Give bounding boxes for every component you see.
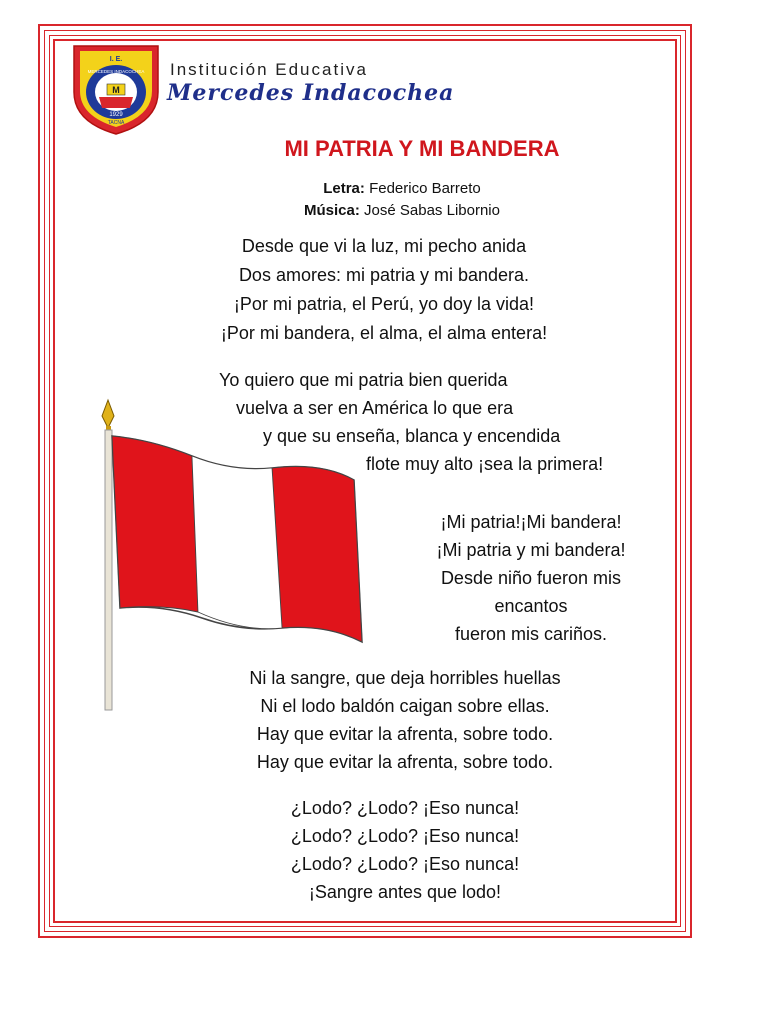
stanza4-line: ¿Lodo? ¿Lodo? ¡Eso nunca! xyxy=(290,826,520,846)
chorus-line: Desde niño fueron mis xyxy=(440,568,622,588)
chorus-line: fueron mis cariños. xyxy=(454,624,608,644)
credits xyxy=(0,178,768,222)
school-crest-logo xyxy=(68,40,164,136)
crest-year: 1929 xyxy=(109,112,123,118)
stanza2-line: vuelva a ser en América lo que era xyxy=(236,398,514,418)
stanza1-line: Desde que vi la luz, mi pecho anida xyxy=(241,236,527,256)
music-label: Música: xyxy=(304,202,360,219)
stanza1-line: Dos amores: mi patria y mi bandera. xyxy=(238,265,530,285)
stanza3-line: Hay que evitar la afrenta, sobre todo. xyxy=(256,724,554,744)
stanza4-line: ¡Sangre antes que lodo! xyxy=(308,882,502,902)
stanza2-line: Yo quiero que mi patria bien querida xyxy=(219,370,508,390)
chorus-line: ¡Mi patria y mi bandera! xyxy=(436,540,626,560)
stanza1-line: ¡Por mi bandera, el alma, el alma entera! xyxy=(220,323,548,343)
crest-city: TACNA xyxy=(107,120,125,126)
lyrics-author: Federico Barreto xyxy=(369,180,481,197)
stanza3-line: Hay que evitar la afrenta, sobre todo. xyxy=(256,752,554,772)
stanza3-line: Ni el lodo baldón caigan sobre ellas. xyxy=(260,696,550,716)
stanza3-line: Ni la sangre, que deja horribles huellas xyxy=(249,668,561,688)
institution-label: Institución Educativa xyxy=(170,60,368,79)
stanza4-line: ¿Lodo? ¿Lodo? ¡Eso nunca! xyxy=(290,798,520,818)
chorus-line: encantos xyxy=(494,596,568,616)
chorus-line: ¡Mi patria!¡Mi bandera! xyxy=(440,512,622,532)
stanza1-line: ¡Por mi patria, el Perú, yo doy la vida! xyxy=(233,294,535,314)
crest-top-text: I. E. xyxy=(109,56,123,63)
lyrics-label: Letra: xyxy=(323,180,365,197)
crest-ring-text: MERCEDES INDACOCHEA xyxy=(87,69,145,74)
stanza2-line: flote muy alto ¡sea la primera! xyxy=(366,454,604,474)
stanza4-line: ¿Lodo? ¿Lodo? ¡Eso nunca! xyxy=(290,854,520,874)
crest-monogram: M xyxy=(112,85,120,95)
stanza2-line: y que su enseña, blanca y encendida xyxy=(263,426,561,446)
institution-name: Mercedes Indacochea xyxy=(167,80,455,106)
poem-title: MI PATRIA Y MI BANDERA xyxy=(284,136,560,161)
music-author: José Sabas Libornio xyxy=(364,202,500,219)
